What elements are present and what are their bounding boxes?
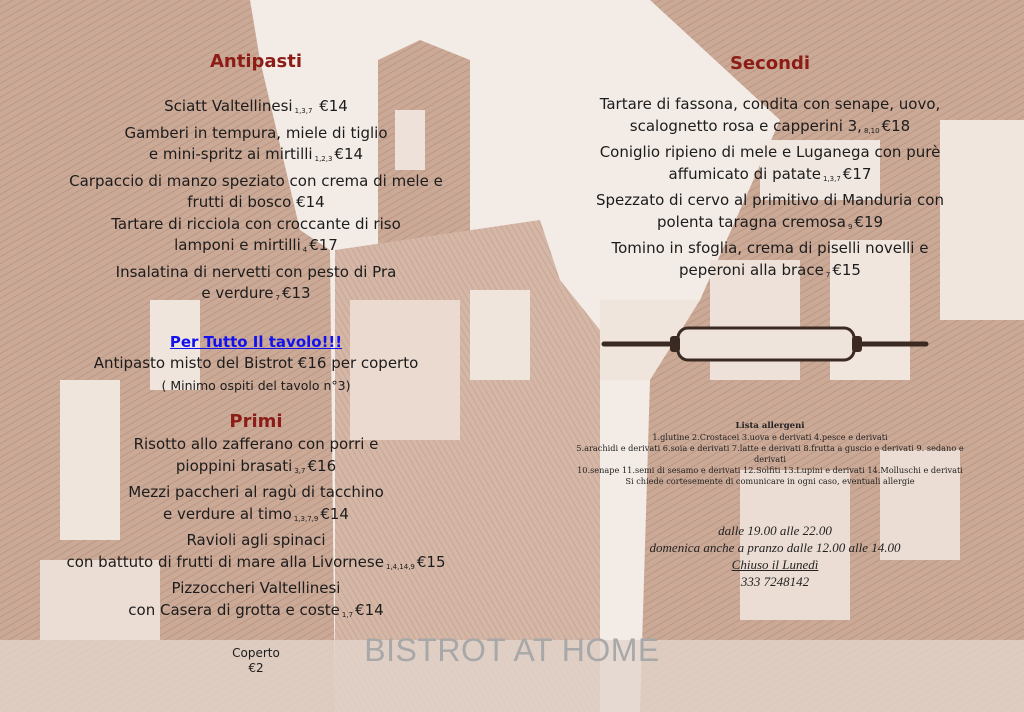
menu-item: Tartare di ricciola con croccante di riso xyxy=(111,214,401,233)
menu-item: e mini-spritz ai mirtilli $_{1,2,3}$ €14 xyxy=(148,145,364,163)
left-column xyxy=(38,50,474,676)
menu-item: Sciatt Valtellinesi $_{1,3,7}$ €14 xyxy=(164,97,348,115)
right-column xyxy=(568,52,972,286)
menu-item: Pizzoccheri Valtellinesi xyxy=(171,579,341,597)
menu-item: Mezzi paccheri al ragù di tacchino xyxy=(128,483,384,501)
menu-item: con battuto di frutti di mare alla Livornese $_{1,4,14,9}$ €15 xyxy=(66,552,446,571)
menu-item: Risotto allo zafferano con porri e xyxy=(133,435,379,453)
phone-number: 333 7248142 xyxy=(740,574,810,589)
coperto-price: €2 xyxy=(248,661,264,675)
menu-item: Tomino in sfoglia, crema di piselli novelli e xyxy=(611,239,929,257)
table-note: ( Minimo ospiti del tavolo n°3) xyxy=(161,377,351,393)
menu-item: Insalatina di nervetti con pesto di Pra xyxy=(115,262,397,281)
hours-sunday: domenica anche a pranzo dalle 12.00 alle 14.00 xyxy=(649,540,901,555)
coperto-label: Coperto xyxy=(232,646,280,660)
rolling-pin-icon xyxy=(600,320,930,368)
allergen-line: 1.glutine 2.Crostacei 3.uova e derivati 4.pesce e derivati xyxy=(652,432,888,442)
primi-title: Primi xyxy=(229,411,283,432)
menu-item: peperoni alla brace $_7$ €15 xyxy=(679,260,861,279)
menu-item: polenta taragna cremosa $_9$ €19 xyxy=(656,212,884,231)
secondi-title: Secondi xyxy=(729,53,811,74)
hours-closed: Chiuso il Lunedì xyxy=(731,557,819,572)
menu-item: frutti di bosco €14 xyxy=(187,193,325,211)
menu-item: scalognetto rosa e capperini 3, $_{8,10}$ €18 xyxy=(629,116,911,135)
menu-item: e verdure $_7$ €13 xyxy=(201,284,311,302)
opening-hours xyxy=(580,522,970,590)
antipasti-title: Antipasti xyxy=(209,51,303,72)
menu-item: affumicato di patate $_{1,3,7}$ €17 xyxy=(668,164,872,183)
menu-item: pioppini brasati $_{3,7}$ €16 xyxy=(175,456,337,475)
brand-name: BISTROT AT HOME xyxy=(364,632,660,668)
menu-item: Ravioli agli spinaci xyxy=(186,531,326,549)
hours-evening: dalle 19.00 alle 22.00 xyxy=(718,523,832,538)
allergen-line: 10.senape 11.semi di sesamo e derivati 12.Solfiti 13.Lupini e derivati 14.Molluschi e derivati xyxy=(577,465,963,475)
allergen-line: 5.arachidi e derivati 6.soia e derivati 7.latte e derivati 8.frutta a guscio e derivati 9. sedano e derivati xyxy=(576,443,964,464)
allergen-note: Si chiede cortesemente di comunicare in ogni caso, eventuali allergie xyxy=(625,476,915,486)
allergen-title: Lista allergeni xyxy=(735,421,805,431)
menu-item: Carpaccio di manzo speziato con crema di mele e xyxy=(69,171,443,190)
allergen-list xyxy=(560,421,980,487)
menu-item: Coniglio ripieno di mele e Luganega con purè xyxy=(599,143,941,161)
menu-item: e verdure al timo $_{1,3,7,9}$ €14 xyxy=(163,504,349,523)
menu-item: Tartare di fassona, condita con senape, uovo, xyxy=(599,95,941,113)
menu-item: Gamberi in tempura, miele di tiglio xyxy=(124,123,388,142)
menu-item: lamponi e mirtilli $_4$ €17 xyxy=(174,236,338,254)
whole-table-link[interactable]: Per Tutto Il tavolo!!! xyxy=(169,332,343,351)
menu-item: con Casera di grotta e coste $_{1,7}$ €14 xyxy=(128,600,384,619)
menu-item: Spezzato di cervo al primitivo di Manduria con xyxy=(596,191,944,209)
table-offer: Antipasto misto del Bistrot €16 per coperto xyxy=(93,354,419,372)
